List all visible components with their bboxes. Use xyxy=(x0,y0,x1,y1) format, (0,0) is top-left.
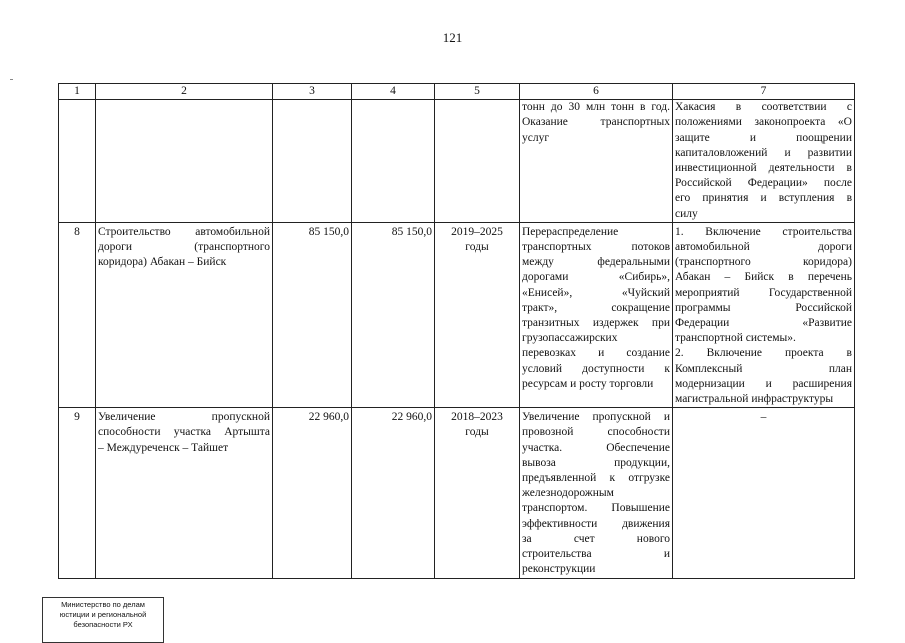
total-cost: 22 960,0 xyxy=(273,408,352,578)
text-line: дорогами «Сибирь», xyxy=(522,271,670,284)
table-row xyxy=(59,408,855,578)
text-line: транзитных издержек при xyxy=(522,317,670,330)
text-line: Хакасия в соответствии с xyxy=(675,101,852,114)
text-line: вывоза продукции, xyxy=(522,456,670,469)
text-line: программы Российской xyxy=(675,301,852,314)
text-line: участка. Обеспечение xyxy=(522,441,670,454)
column-header: 2 xyxy=(96,84,273,100)
text-line: силу xyxy=(675,207,698,220)
implementation-period xyxy=(435,100,520,223)
text-line: годы xyxy=(465,241,489,254)
implementation-period xyxy=(435,408,520,578)
column-header: 1 xyxy=(59,84,96,100)
column-header: 7 xyxy=(673,84,855,100)
project-name xyxy=(96,100,273,223)
text-line: модернизации и расширения xyxy=(675,377,852,390)
stamp-line: безопасности РХ xyxy=(73,620,133,629)
text-line: за счет нового xyxy=(522,532,670,545)
column-header: 5 xyxy=(435,84,520,100)
text-line: строительства и xyxy=(522,548,670,561)
investment-projects-table xyxy=(58,83,855,579)
investment-amount: 85 150,0 xyxy=(352,222,435,407)
text-line: транспортных потоков xyxy=(522,241,670,254)
text-line: 1. Включение строительства xyxy=(675,225,852,238)
text-line: положениями законопроекта «О xyxy=(675,116,852,129)
text-line: Оказание транспортных xyxy=(522,116,670,129)
text-line: коридора) Абакан – Бийск xyxy=(98,256,227,269)
column-header: 6 xyxy=(520,84,673,100)
required-measures xyxy=(673,222,855,407)
text-line: реконструкции xyxy=(522,563,596,576)
expected-effect xyxy=(520,408,673,578)
column-header: 3 xyxy=(273,84,352,100)
stamp-line: юстиции и региональной xyxy=(59,610,147,619)
investment-amount: 22 960,0 xyxy=(352,408,435,578)
text-line: годы xyxy=(465,426,489,439)
row-number xyxy=(59,100,96,223)
text-line: Перераспределение xyxy=(522,225,619,238)
text-line: перевозках и создание xyxy=(522,347,670,360)
text-line: Федерации «Развитие xyxy=(675,317,852,330)
total-cost: 85 150,0 xyxy=(273,222,352,407)
table-row xyxy=(59,100,855,223)
text-line: защите и поощрении xyxy=(675,131,852,144)
text-line: – Междуреченск – Тайшет xyxy=(98,441,229,454)
expected-effect xyxy=(520,222,673,407)
investment-amount xyxy=(352,100,435,223)
text-line: провозной способности xyxy=(522,426,670,439)
text-line: инвестиционной деятельности в xyxy=(675,162,852,175)
page-number: 121 xyxy=(442,30,463,45)
text-line: его принятия и вступления в xyxy=(675,192,852,205)
table-row xyxy=(59,222,855,407)
row-number: 8 xyxy=(59,222,96,407)
project-name xyxy=(96,408,273,578)
implementation-period xyxy=(435,222,520,407)
text-line: магистральной инфраструктуры xyxy=(675,393,834,406)
text-line: грузопассажирских xyxy=(522,332,618,345)
text-line: тонн до 30 млн тонн в год. xyxy=(522,101,670,114)
column-header: 4 xyxy=(352,84,435,100)
text-line: Строительство автомобильной xyxy=(98,225,270,238)
text-line: транспортом. Повышение xyxy=(522,502,670,515)
text-line: предъявленной к отгрузке xyxy=(522,472,670,485)
text-line: тракт», сокращение xyxy=(522,301,670,314)
stamp-line: Министерство по делам xyxy=(61,600,145,609)
text-line: Комплексный план xyxy=(675,362,852,375)
text-line: транспортной системы». xyxy=(675,332,796,345)
project-name xyxy=(96,222,273,407)
text-line: железнодорожным xyxy=(522,487,614,500)
text-line: между федеральными xyxy=(522,256,670,269)
row-number: 9 xyxy=(59,408,96,578)
ministry-stamp xyxy=(42,597,164,643)
total-cost xyxy=(273,100,352,223)
text-line: капиталовложений и развитии xyxy=(675,146,852,159)
column-number-row xyxy=(59,84,855,100)
text-line: условий доступности к xyxy=(522,362,670,375)
margin-mark xyxy=(10,79,13,80)
text-line: дороги (транспортного xyxy=(98,241,270,254)
text-line: 2018–2023 xyxy=(451,411,503,424)
text-line: услуг xyxy=(522,131,550,144)
text-line: Увеличение пропускной и xyxy=(522,411,670,424)
expected-effect xyxy=(520,100,673,223)
text-line: 2. Включение проекта в xyxy=(675,347,852,360)
text-line: Абакан – Бийск в перечень xyxy=(675,271,852,284)
text-line: мероприятий Государственной xyxy=(675,286,852,299)
text-line: «Енисей», «Чуйский xyxy=(522,286,670,299)
text-line: Российской Федерации» после xyxy=(675,177,852,190)
text-line: 2019–2025 xyxy=(451,225,503,238)
text-line: Увеличение пропускной xyxy=(98,411,270,424)
text-line: (транспортного коридора) xyxy=(675,256,852,269)
required-measures: – xyxy=(673,408,855,578)
text-line: автомобильной дороги xyxy=(675,241,852,254)
text-line: способности участка Артышта xyxy=(98,426,270,439)
text-line: эффективности движения xyxy=(522,517,670,530)
required-measures xyxy=(673,100,855,223)
text-line: ресурсам и росту торговли xyxy=(522,377,654,390)
